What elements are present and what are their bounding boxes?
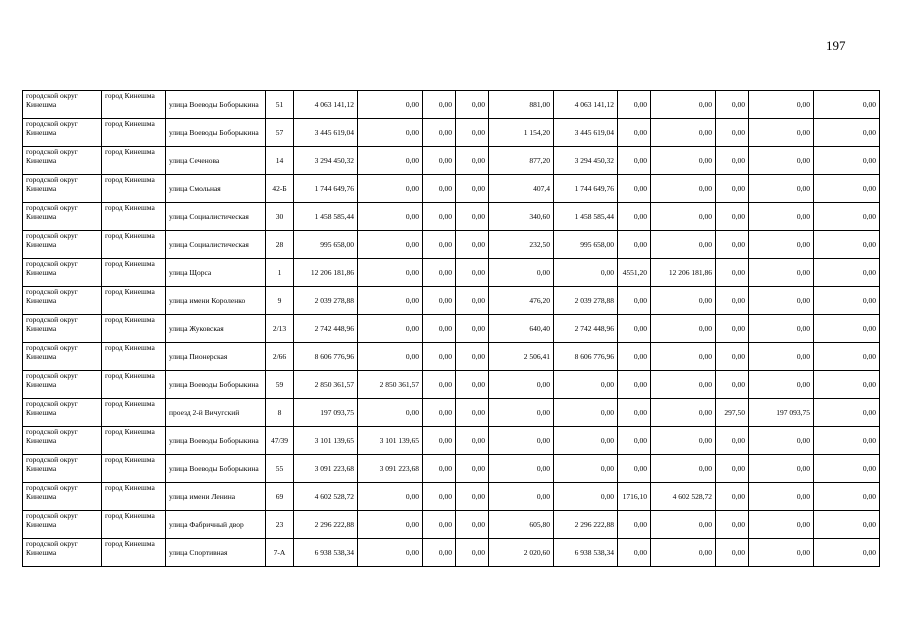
cell-c6: 0,00 (618, 511, 651, 539)
cell-c8: 0,00 (716, 483, 749, 511)
cell-house: 30 (266, 203, 294, 231)
cell-total: 3 101 139,65 (294, 427, 358, 455)
cell-c10: 0,00 (814, 343, 880, 371)
cell-house: 23 (266, 511, 294, 539)
cell-c9: 0,00 (749, 91, 814, 119)
table-row (23, 91, 880, 119)
cell-c4: 0,00 (489, 259, 554, 287)
cell-c9: 197 093,75 (749, 399, 814, 427)
cell-municipality: городской округ Кинешма (23, 147, 102, 175)
cell-c4: 640,40 (489, 315, 554, 343)
cell-c4: 232,50 (489, 231, 554, 259)
cell-house: 47/39 (266, 427, 294, 455)
cell-c3: 0,00 (456, 371, 489, 399)
cell-c4: 476,20 (489, 287, 554, 315)
cell-c5: 2 039 278,88 (554, 287, 618, 315)
cell-c9: 0,00 (749, 287, 814, 315)
cell-c10: 0,00 (814, 539, 880, 567)
table-row (23, 539, 880, 567)
cell-c1: 0,00 (358, 203, 423, 231)
cell-c6: 0,00 (618, 315, 651, 343)
cell-street: улица Воеводы Боборыкина (166, 91, 266, 119)
cell-c1: 0,00 (358, 119, 423, 147)
cell-c8: 0,00 (716, 511, 749, 539)
cell-c2: 0,00 (423, 147, 456, 175)
cell-locality: город Кинешма (102, 315, 166, 343)
cell-c8: 0,00 (716, 315, 749, 343)
cell-c3: 0,00 (456, 511, 489, 539)
cell-c4: 0,00 (489, 483, 554, 511)
table-row (23, 147, 880, 175)
cell-c2: 0,00 (423, 287, 456, 315)
cell-c7: 0,00 (651, 91, 716, 119)
table-row (23, 455, 880, 483)
cell-c6: 0,00 (618, 539, 651, 567)
cell-c8: 0,00 (716, 371, 749, 399)
cell-locality: город Кинешма (102, 147, 166, 175)
cell-c4: 0,00 (489, 371, 554, 399)
cell-c2: 0,00 (423, 427, 456, 455)
cell-c5: 0,00 (554, 399, 618, 427)
cell-c4: 2 506,41 (489, 343, 554, 371)
cell-street: улица Спортивная (166, 539, 266, 567)
cell-municipality: городской округ Кинешма (23, 231, 102, 259)
cell-c5: 1 458 585,44 (554, 203, 618, 231)
cell-c8: 0,00 (716, 91, 749, 119)
cell-total: 4 602 528,72 (294, 483, 358, 511)
cell-c7: 0,00 (651, 315, 716, 343)
table-row (23, 315, 880, 343)
cell-municipality: городской округ Кинешма (23, 315, 102, 343)
cell-c2: 0,00 (423, 399, 456, 427)
cell-house: 57 (266, 119, 294, 147)
cell-c4: 340,60 (489, 203, 554, 231)
table-row (23, 203, 880, 231)
cell-c7: 0,00 (651, 119, 716, 147)
cell-locality: город Кинешма (102, 539, 166, 567)
cell-street: улица Воеводы Боборыкина (166, 427, 266, 455)
cell-c4: 877,20 (489, 147, 554, 175)
cell-total: 1 744 649,76 (294, 175, 358, 203)
cell-c1: 0,00 (358, 483, 423, 511)
cell-c4: 2 020,60 (489, 539, 554, 567)
cell-locality: город Кинешма (102, 231, 166, 259)
cell-street: улица имени Короленко (166, 287, 266, 315)
cell-c7: 0,00 (651, 147, 716, 175)
cell-c2: 0,00 (423, 259, 456, 287)
cell-c6: 0,00 (618, 343, 651, 371)
cell-total: 2 850 361,57 (294, 371, 358, 399)
cell-c8: 0,00 (716, 119, 749, 147)
cell-house: 7-А (266, 539, 294, 567)
cell-locality: город Кинешма (102, 427, 166, 455)
cell-street: улица Сеченова (166, 147, 266, 175)
cell-c3: 0,00 (456, 455, 489, 483)
cell-c4: 0,00 (489, 455, 554, 483)
cell-c3: 0,00 (456, 231, 489, 259)
cell-c2: 0,00 (423, 119, 456, 147)
cell-house: 51 (266, 91, 294, 119)
cell-c2: 0,00 (423, 203, 456, 231)
cell-c8: 297,50 (716, 399, 749, 427)
cell-locality: город Кинешма (102, 203, 166, 231)
cell-c3: 0,00 (456, 119, 489, 147)
cell-c1: 0,00 (358, 147, 423, 175)
cell-c4: 0,00 (489, 399, 554, 427)
cell-total: 197 093,75 (294, 399, 358, 427)
cell-street: улица Жуковская (166, 315, 266, 343)
cell-c7: 0,00 (651, 455, 716, 483)
cell-c3: 0,00 (456, 399, 489, 427)
cell-c4: 605,80 (489, 511, 554, 539)
cell-house: 2/13 (266, 315, 294, 343)
cell-locality: город Кинешма (102, 91, 166, 119)
cell-total: 2 296 222,88 (294, 511, 358, 539)
cell-c10: 0,00 (814, 315, 880, 343)
cell-c9: 0,00 (749, 203, 814, 231)
cell-c6: 4551,20 (618, 259, 651, 287)
cell-total: 3 445 619,04 (294, 119, 358, 147)
cell-c4: 0,00 (489, 427, 554, 455)
cell-c3: 0,00 (456, 483, 489, 511)
cell-c3: 0,00 (456, 427, 489, 455)
cell-total: 2 742 448,96 (294, 315, 358, 343)
cell-c1: 0,00 (358, 287, 423, 315)
cell-locality: город Кинешма (102, 119, 166, 147)
cell-locality: город Кинешма (102, 343, 166, 371)
cell-c4: 407,4 (489, 175, 554, 203)
cell-c5: 4 063 141,12 (554, 91, 618, 119)
cell-c9: 0,00 (749, 343, 814, 371)
cell-c8: 0,00 (716, 455, 749, 483)
cell-c7: 0,00 (651, 371, 716, 399)
cell-c10: 0,00 (814, 231, 880, 259)
cell-c10: 0,00 (814, 483, 880, 511)
cell-c5: 3 445 619,04 (554, 119, 618, 147)
cell-c7: 0,00 (651, 203, 716, 231)
cell-c10: 0,00 (814, 175, 880, 203)
table-row (23, 343, 880, 371)
cell-c1: 3 101 139,65 (358, 427, 423, 455)
cell-street: улица Смольная (166, 175, 266, 203)
table-row (23, 371, 880, 399)
cell-municipality: городской округ Кинешма (23, 119, 102, 147)
cell-house: 2/66 (266, 343, 294, 371)
cell-c5: 8 606 776,96 (554, 343, 618, 371)
cell-c9: 0,00 (749, 259, 814, 287)
cell-c9: 0,00 (749, 147, 814, 175)
cell-c9: 0,00 (749, 315, 814, 343)
cell-c6: 1716,10 (618, 483, 651, 511)
cell-house: 59 (266, 371, 294, 399)
cell-c7: 0,00 (651, 511, 716, 539)
cell-c6: 0,00 (618, 371, 651, 399)
cell-total: 2 039 278,88 (294, 287, 358, 315)
cell-c9: 0,00 (749, 455, 814, 483)
cell-municipality: городской округ Кинешма (23, 343, 102, 371)
cell-c6: 0,00 (618, 231, 651, 259)
cell-c10: 0,00 (814, 371, 880, 399)
cell-c8: 0,00 (716, 539, 749, 567)
cell-c1: 0,00 (358, 231, 423, 259)
cell-c10: 0,00 (814, 399, 880, 427)
cell-municipality: городской округ Кинешма (23, 203, 102, 231)
cell-municipality: городской округ Кинешма (23, 259, 102, 287)
cell-c7: 0,00 (651, 343, 716, 371)
cell-total: 995 658,00 (294, 231, 358, 259)
cell-c5: 0,00 (554, 371, 618, 399)
cell-street: проезд 2-й Вичугский (166, 399, 266, 427)
cell-c1: 0,00 (358, 511, 423, 539)
cell-c8: 0,00 (716, 427, 749, 455)
cell-locality: город Кинешма (102, 287, 166, 315)
cell-total: 1 458 585,44 (294, 203, 358, 231)
cell-total: 12 206 181,86 (294, 259, 358, 287)
cell-c6: 0,00 (618, 399, 651, 427)
cell-c1: 3 091 223,68 (358, 455, 423, 483)
cell-c5: 995 658,00 (554, 231, 618, 259)
cell-street: улица Пионерская (166, 343, 266, 371)
cell-locality: город Кинешма (102, 483, 166, 511)
cell-c3: 0,00 (456, 315, 489, 343)
cell-c9: 0,00 (749, 175, 814, 203)
cell-house: 42-Б (266, 175, 294, 203)
cell-total: 3 091 223,68 (294, 455, 358, 483)
cell-municipality: городской округ Кинешма (23, 175, 102, 203)
cell-c8: 0,00 (716, 259, 749, 287)
table-body (23, 91, 880, 567)
cell-c6: 0,00 (618, 91, 651, 119)
cell-c2: 0,00 (423, 343, 456, 371)
table-row (23, 511, 880, 539)
cell-total: 6 938 538,34 (294, 539, 358, 567)
cell-c10: 0,00 (814, 147, 880, 175)
cell-c7: 0,00 (651, 231, 716, 259)
cell-street: улица Социалистическая (166, 231, 266, 259)
page-number: 197 (826, 38, 846, 53)
cell-c5: 0,00 (554, 427, 618, 455)
cell-c10: 0,00 (814, 455, 880, 483)
table-row (23, 119, 880, 147)
cell-c6: 0,00 (618, 455, 651, 483)
cell-c6: 0,00 (618, 119, 651, 147)
cell-house: 14 (266, 147, 294, 175)
cell-house: 8 (266, 399, 294, 427)
cell-c3: 0,00 (456, 203, 489, 231)
cell-municipality: городской округ Кинешма (23, 511, 102, 539)
cell-c9: 0,00 (749, 371, 814, 399)
cell-c5: 2 296 222,88 (554, 511, 618, 539)
cell-municipality: городской округ Кинешма (23, 539, 102, 567)
cell-house: 69 (266, 483, 294, 511)
cell-c7: 0,00 (651, 175, 716, 203)
cell-c7: 12 206 181,86 (651, 259, 716, 287)
cell-c5: 6 938 538,34 (554, 539, 618, 567)
cell-house: 55 (266, 455, 294, 483)
cell-c1: 0,00 (358, 315, 423, 343)
cell-c2: 0,00 (423, 371, 456, 399)
cell-c6: 0,00 (618, 203, 651, 231)
cell-c8: 0,00 (716, 231, 749, 259)
cell-municipality: городской округ Кинешма (23, 399, 102, 427)
cell-municipality: городской округ Кинешма (23, 455, 102, 483)
cell-municipality: городской округ Кинешма (23, 427, 102, 455)
cell-c10: 0,00 (814, 91, 880, 119)
table-row (23, 175, 880, 203)
cell-locality: город Кинешма (102, 371, 166, 399)
cell-c5: 2 742 448,96 (554, 315, 618, 343)
cell-c9: 0,00 (749, 539, 814, 567)
cell-c6: 0,00 (618, 287, 651, 315)
cell-c2: 0,00 (423, 175, 456, 203)
cell-c10: 0,00 (814, 119, 880, 147)
cell-c8: 0,00 (716, 287, 749, 315)
cell-c4: 1 154,20 (489, 119, 554, 147)
cell-c10: 0,00 (814, 203, 880, 231)
cell-c7: 0,00 (651, 539, 716, 567)
cell-house: 28 (266, 231, 294, 259)
cell-c3: 0,00 (456, 175, 489, 203)
cell-c7: 0,00 (651, 287, 716, 315)
cell-municipality: городской округ Кинешма (23, 287, 102, 315)
cell-locality: город Кинешма (102, 399, 166, 427)
cell-c8: 0,00 (716, 203, 749, 231)
cell-c9: 0,00 (749, 511, 814, 539)
cell-c1: 0,00 (358, 175, 423, 203)
cell-c3: 0,00 (456, 539, 489, 567)
cell-municipality: городской округ Кинешма (23, 371, 102, 399)
cell-c5: 1 744 649,76 (554, 175, 618, 203)
cell-locality: город Кинешма (102, 175, 166, 203)
cell-locality: город Кинешма (102, 259, 166, 287)
cell-c1: 0,00 (358, 91, 423, 119)
cell-c10: 0,00 (814, 427, 880, 455)
cell-c5: 3 294 450,32 (554, 147, 618, 175)
cell-c7: 0,00 (651, 399, 716, 427)
cell-total: 4 063 141,12 (294, 91, 358, 119)
cell-c1: 0,00 (358, 343, 423, 371)
cell-c10: 0,00 (814, 287, 880, 315)
cell-c7: 0,00 (651, 427, 716, 455)
cell-street: улица Воеводы Боборыкина (166, 119, 266, 147)
cell-c3: 0,00 (456, 259, 489, 287)
cell-c10: 0,00 (814, 259, 880, 287)
cell-c3: 0,00 (456, 287, 489, 315)
cell-c9: 0,00 (749, 119, 814, 147)
cell-c1: 2 850 361,57 (358, 371, 423, 399)
cell-street: улица Социалистическая (166, 203, 266, 231)
cell-c8: 0,00 (716, 343, 749, 371)
cell-street: улица Воеводы Боборыкина (166, 455, 266, 483)
cell-locality: город Кинешма (102, 455, 166, 483)
cell-street: улица Воеводы Боборыкина (166, 371, 266, 399)
cell-c8: 0,00 (716, 147, 749, 175)
cell-c10: 0,00 (814, 511, 880, 539)
cell-c2: 0,00 (423, 315, 456, 343)
cell-c2: 0,00 (423, 91, 456, 119)
table-row (23, 399, 880, 427)
cell-c2: 0,00 (423, 455, 456, 483)
cell-c1: 0,00 (358, 539, 423, 567)
cell-c5: 0,00 (554, 455, 618, 483)
cell-c1: 0,00 (358, 399, 423, 427)
cell-c9: 0,00 (749, 427, 814, 455)
cell-c6: 0,00 (618, 147, 651, 175)
cell-house: 9 (266, 287, 294, 315)
cell-c8: 0,00 (716, 175, 749, 203)
cell-c9: 0,00 (749, 483, 814, 511)
table-row (23, 231, 880, 259)
cell-c2: 0,00 (423, 483, 456, 511)
table-row (23, 483, 880, 511)
cell-municipality: городской округ Кинешма (23, 91, 102, 119)
cell-street: улица имени Ленина (166, 483, 266, 511)
cell-c6: 0,00 (618, 427, 651, 455)
cell-total: 3 294 450,32 (294, 147, 358, 175)
cell-c4: 881,00 (489, 91, 554, 119)
data-table (22, 90, 880, 567)
cell-locality: город Кинешма (102, 511, 166, 539)
cell-c7: 4 602 528,72 (651, 483, 716, 511)
cell-house: 1 (266, 259, 294, 287)
cell-c9: 0,00 (749, 231, 814, 259)
cell-c3: 0,00 (456, 91, 489, 119)
cell-c2: 0,00 (423, 231, 456, 259)
cell-c2: 0,00 (423, 511, 456, 539)
cell-c5: 0,00 (554, 259, 618, 287)
cell-c1: 0,00 (358, 259, 423, 287)
table-row (23, 427, 880, 455)
table-row (23, 259, 880, 287)
cell-c6: 0,00 (618, 175, 651, 203)
cell-municipality: городской округ Кинешма (23, 483, 102, 511)
cell-street: улица Щорса (166, 259, 266, 287)
cell-c3: 0,00 (456, 343, 489, 371)
cell-c5: 0,00 (554, 483, 618, 511)
table-row (23, 287, 880, 315)
cell-street: улица Фабричный двор (166, 511, 266, 539)
cell-c3: 0,00 (456, 147, 489, 175)
cell-total: 8 606 776,96 (294, 343, 358, 371)
cell-c2: 0,00 (423, 539, 456, 567)
